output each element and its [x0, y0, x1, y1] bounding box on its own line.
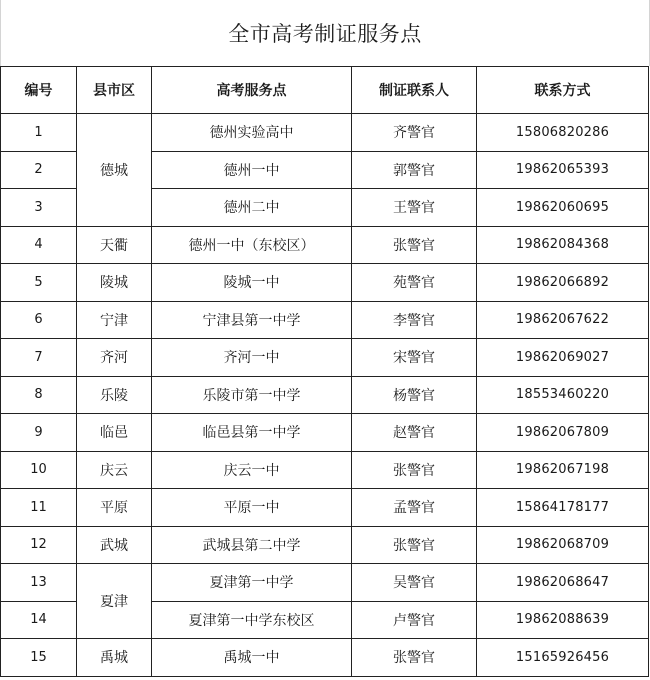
cell-district: 庆云	[77, 451, 152, 489]
cell-phone: 15165926456	[477, 639, 649, 677]
cell-number: 1	[1, 114, 77, 152]
cell-contact-person: 宋警官	[352, 339, 477, 377]
cell-service-point: 禹城一中	[152, 639, 352, 677]
table-row	[1, 639, 649, 677]
cell-number: 13	[1, 564, 77, 602]
cell-phone: 19862067198	[477, 451, 649, 489]
cell-service-point: 临邑县第一中学	[152, 414, 352, 452]
cell-contact-person: 杨警官	[352, 376, 477, 414]
table-title: 全市高考制证服务点	[0, 0, 650, 66]
table-row	[1, 526, 649, 564]
cell-phone: 18553460220	[477, 376, 649, 414]
cell-service-point: 庆云一中	[152, 451, 352, 489]
cell-district: 齐河	[77, 339, 152, 377]
cell-service-point: 陵城一中	[152, 264, 352, 302]
cell-contact-person: 张警官	[352, 451, 477, 489]
cell-number: 14	[1, 601, 77, 639]
header-contact-person: 制证联系人	[352, 67, 477, 114]
cell-contact-person: 李警官	[352, 301, 477, 339]
cell-district: 天衢	[77, 226, 152, 264]
cell-service-point: 德州一中	[152, 151, 352, 189]
cell-number: 10	[1, 451, 77, 489]
cell-number: 11	[1, 489, 77, 527]
cell-service-point: 乐陵市第一中学	[152, 376, 352, 414]
cell-phone: 19862088639	[477, 601, 649, 639]
cell-phone: 19862067809	[477, 414, 649, 452]
cell-service-point: 德州二中	[152, 189, 352, 227]
cell-district: 禹城	[77, 639, 152, 677]
cell-number: 2	[1, 151, 77, 189]
table-row	[1, 264, 649, 302]
cell-number: 3	[1, 189, 77, 227]
cell-district: 武城	[77, 526, 152, 564]
cell-contact-person: 张警官	[352, 226, 477, 264]
cell-phone: 19862067622	[477, 301, 649, 339]
cell-number: 8	[1, 376, 77, 414]
cell-phone: 19862069027	[477, 339, 649, 377]
cell-contact-person: 赵警官	[352, 414, 477, 452]
cell-service-point: 宁津县第一中学	[152, 301, 352, 339]
table-row	[1, 376, 649, 414]
cell-phone: 19862060695	[477, 189, 649, 227]
cell-service-point: 武城县第二中学	[152, 526, 352, 564]
cell-district: 平原	[77, 489, 152, 527]
cell-service-point: 德州一中（东校区）	[152, 226, 352, 264]
header-number: 编号	[1, 67, 77, 114]
cell-district: 夏津	[77, 564, 152, 639]
cell-contact-person: 孟警官	[352, 489, 477, 527]
cell-contact-person: 卢警官	[352, 601, 477, 639]
table-row	[1, 114, 649, 152]
cell-phone: 15864178177	[477, 489, 649, 527]
table-row	[1, 451, 649, 489]
cell-phone: 19862084368	[477, 226, 649, 264]
cell-service-point: 夏津第一中学东校区	[152, 601, 352, 639]
cell-contact-person: 齐警官	[352, 114, 477, 152]
cell-number: 15	[1, 639, 77, 677]
cell-number: 9	[1, 414, 77, 452]
header-service-point: 高考服务点	[152, 67, 352, 114]
cell-contact-person: 王警官	[352, 189, 477, 227]
cell-contact-person: 张警官	[352, 526, 477, 564]
cell-district: 宁津	[77, 301, 152, 339]
cell-number: 4	[1, 226, 77, 264]
header-row	[1, 67, 649, 114]
cell-phone: 19862066892	[477, 264, 649, 302]
service-points-table	[0, 66, 649, 677]
cell-contact-person: 苑警官	[352, 264, 477, 302]
table-row	[1, 226, 649, 264]
cell-district: 临邑	[77, 414, 152, 452]
table-row	[1, 301, 649, 339]
cell-number: 5	[1, 264, 77, 302]
table-row	[1, 414, 649, 452]
table-body	[1, 114, 649, 677]
cell-district: 乐陵	[77, 376, 152, 414]
cell-phone: 15806820286	[477, 114, 649, 152]
cell-contact-person: 郭警官	[352, 151, 477, 189]
cell-contact-person: 吴警官	[352, 564, 477, 602]
header-contact-method: 联系方式	[477, 67, 649, 114]
cell-service-point: 德州实验高中	[152, 114, 352, 152]
cell-district: 德城	[77, 114, 152, 227]
header-district: 县市区	[77, 67, 152, 114]
cell-number: 6	[1, 301, 77, 339]
cell-district: 陵城	[77, 264, 152, 302]
cell-service-point: 平原一中	[152, 489, 352, 527]
cell-number: 12	[1, 526, 77, 564]
table-row	[1, 489, 649, 527]
cell-contact-person: 张警官	[352, 639, 477, 677]
cell-service-point: 夏津第一中学	[152, 564, 352, 602]
cell-phone: 19862065393	[477, 151, 649, 189]
cell-number: 7	[1, 339, 77, 377]
cell-phone: 19862068647	[477, 564, 649, 602]
table-row	[1, 339, 649, 377]
cell-service-point: 齐河一中	[152, 339, 352, 377]
cell-phone: 19862068709	[477, 526, 649, 564]
table-row	[1, 564, 649, 602]
